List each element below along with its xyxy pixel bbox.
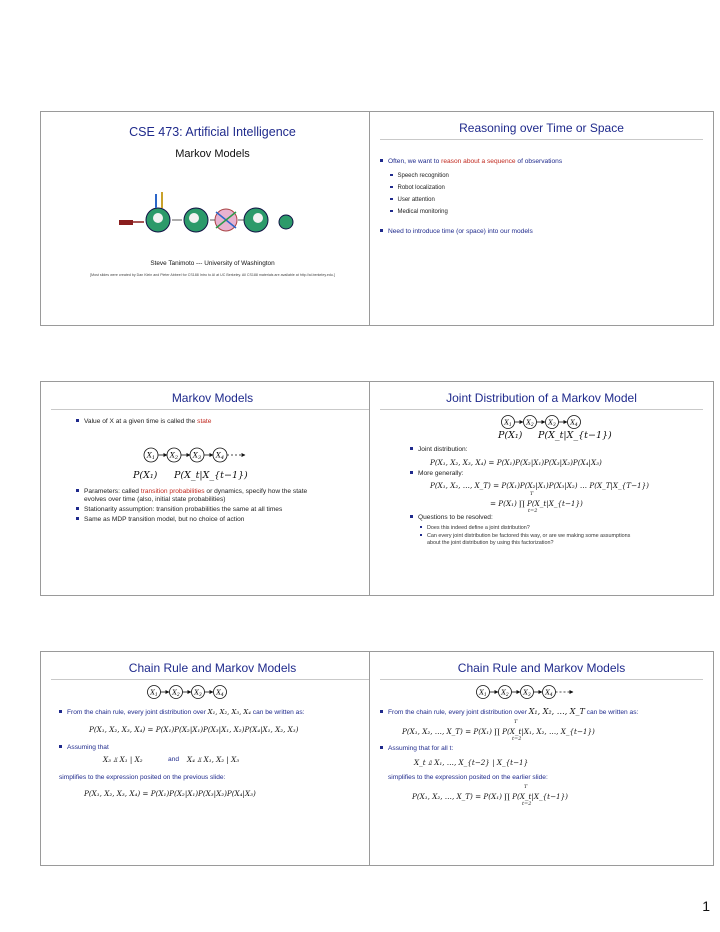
- slide-3-prior: P(X₁): [133, 470, 158, 481]
- slide-5-and: and: [168, 756, 180, 763]
- slide-4-question-2-cont: about the joint distribution by using this factorization?: [427, 540, 554, 546]
- page-number: 1: [702, 898, 710, 914]
- slide-2-title: Reasoning over Time or Space: [459, 121, 624, 135]
- slide-4-transition: P(X_t|X_{t−1}): [538, 430, 612, 441]
- slide-6-bullet-1: From the chain rule, every joint distribution over X₁, X₂, …, X_T can be written as:: [380, 708, 638, 717]
- svg-text:X4: $X_4$: [545, 688, 553, 698]
- svg-text:X1: $X_1$: [504, 418, 512, 428]
- slide-1: [40, 111, 385, 326]
- chain-node-x1: [144, 448, 158, 462]
- slide-5-title: Chain Rule and Markov Models: [128, 661, 297, 675]
- slide-3-divider: [51, 409, 374, 410]
- svg-text:X4: $X_4$: [216, 688, 224, 698]
- chain-node-x3: [546, 416, 559, 429]
- svg-text:X3: $X_3$: [194, 688, 202, 698]
- markov-illustration: [116, 182, 296, 252]
- slide-4-general-eq: P(X₁, X₂, …, X_T) = P(X₁)P(X₂|X₁)P(X₃|X₂) … P(X_T|X_{T−1}): [430, 481, 649, 490]
- slide-3-bullet-1: Value of X at a given time is called the state: [76, 418, 211, 426]
- markov-chain-diagram: [144, 682, 244, 702]
- chain-node-x2: [499, 686, 512, 699]
- slide-5-simplified-eq: P(X₁, X₂, X₃, X₄) = P(X₁)P(X₂|X₁)P(X₃|X₂)P(X₄|X₃): [84, 789, 256, 798]
- slide-5-bullet-1: From the chain rule, every joint distribution over X₁, X₂, X₃, X₄ can be written as:: [59, 708, 304, 717]
- markov-chain-diagram: [498, 412, 598, 432]
- slide-2: [369, 111, 714, 326]
- slide-6-bullet-2: Assuming that for all t:: [380, 745, 453, 753]
- slide-3: [40, 381, 385, 596]
- chain-node-x1: [502, 416, 515, 429]
- slide-6-prod-upper: T: [514, 719, 518, 725]
- svg-text:X2: $X_2$: [501, 688, 509, 698]
- slide-6: [369, 651, 714, 866]
- slide-5-independence-2: X₄ ⫫ X₁, X₂ | X₃: [187, 755, 240, 764]
- slide-4-title: Joint Distribution of a Markov Model: [446, 391, 637, 405]
- svg-text:X2: $X_2$: [172, 688, 180, 698]
- slide-4-prod-lower: t=2: [528, 508, 538, 514]
- svg-text:X4: $X_4$: [215, 451, 225, 461]
- slide-1-subtitle: Markov Models: [175, 148, 250, 160]
- slide-4-bullet-1: Joint distribution:: [410, 446, 467, 454]
- slide-2-sub-3: User attention: [390, 196, 435, 204]
- slide-3-bullet-2: Parameters: called transition probabilities or dynamics, specify how the state: [76, 488, 307, 496]
- chain-node-x4: [568, 416, 581, 429]
- slide-4-divider: [380, 409, 703, 410]
- slide-1-title: CSE 473: Artificial Intelligence: [129, 125, 296, 139]
- slide-4-question-2: Can every joint distribution be factored this way, or are we making some assumptions: [420, 532, 630, 540]
- chain-node-x2: [524, 416, 537, 429]
- slide-6-bullet-3: simplifies to the expression posited on the earlier slide:: [388, 774, 548, 781]
- slide-4-bullet-3: Questions to be resolved:: [410, 514, 493, 522]
- chain-node-x4: [213, 448, 227, 462]
- svg-text:X2: $X_2$: [526, 418, 534, 428]
- slide-3-bullet-3: Stationarity assumption: transition probabilities the same at all times: [76, 506, 282, 514]
- slide-6-independence: X_t ⫫ X₁, …, X_{t−2} | X_{t−1}: [414, 758, 529, 767]
- slide-6-prod-upper-2: T: [524, 784, 528, 790]
- chain-node-x3: [521, 686, 534, 699]
- chain-node-x3: [192, 686, 205, 699]
- slide-5-bullet-2: Assuming that: [59, 744, 109, 752]
- slide-4-bullet-2: More generally:: [410, 470, 463, 478]
- slide-4: [369, 381, 714, 596]
- slide-2-divider: [380, 139, 703, 140]
- slide-6-simplified-eq: P(X₁, X₂, …, X_T) = P(X₁) ∏ P(X_t|X_{t−1}): [412, 792, 568, 801]
- slide-2-sub-4: Medical monitoring: [390, 208, 448, 216]
- chain-node-x2: [167, 448, 181, 462]
- slide-5-bullet-3: simplifies to the expression posited on the previous slide:: [59, 774, 226, 781]
- slide-6-prod-lower-2: t=2: [522, 801, 532, 807]
- chain-node-x3: [190, 448, 204, 462]
- slide-2-bullet-1: Often, we want to reason about a sequence of observations: [380, 158, 562, 166]
- slide-4-product-eq: = P(X₁) ∏ P(X_t|X_{t−1}): [490, 499, 583, 508]
- slide-5-independence-1: X₃ ⫫ X₁ | X₂: [103, 755, 143, 764]
- slide-2-bullet-2: Need to introduce time (or space) into our models: [380, 228, 533, 236]
- markov-chain-diagram: [473, 682, 583, 702]
- svg-text:X4: $X_4$: [570, 418, 578, 428]
- svg-text:X3: $X_3$: [548, 418, 556, 428]
- svg-text:X3: $X_3$: [192, 451, 202, 461]
- slide-6-divider: [380, 679, 703, 680]
- svg-text:X1: $X_1$: [146, 451, 156, 461]
- slide-2-sub-2: Robot localization: [390, 184, 445, 192]
- chain-node-x1: [477, 686, 490, 699]
- slide-6-chain-rule-eq: P(X₁, X₂, …, X_T) = P(X₁) ∏ P(X_t|X₁, X₂, …, X_{t−1}): [402, 727, 595, 736]
- svg-text:X1: $X_1$: [479, 688, 487, 698]
- chain-node-x4: [214, 686, 227, 699]
- chain-node-x4: [543, 686, 556, 699]
- slide-3-bullet-2-cont: evolves over time (also, initial state probabilities): [84, 496, 226, 503]
- slide-3-title: Markov Models: [171, 391, 254, 405]
- slide-3-bullet-4: Same as MDP transition model, but no choice of action: [76, 516, 244, 524]
- slide-5: [40, 651, 385, 866]
- chain-node-x2: [170, 686, 183, 699]
- svg-text:X3: $X_3$: [523, 688, 531, 698]
- svg-text:X1: $X_1$: [150, 688, 158, 698]
- slide-4-joint-eq: P(X₁, X₂, X₃, X₄) = P(X₁)P(X₂|X₁)P(X₃|X₂)P(X₄|X₃): [430, 458, 602, 467]
- slide-3-transition: P(X_t|X_{t−1}): [174, 470, 248, 481]
- slide-6-prod-lower: t=2: [512, 736, 522, 742]
- slide-1-credit: [Most slides were created by Dan Klein and Pieter Abbeel for CS188 Intro to AI at UC Berkeley. All CS188 materials are available at http://ai.berkeley.edu.]: [90, 273, 335, 277]
- slide-1-author: Steve Tanimoto --- University of Washington: [150, 260, 275, 267]
- slide-4-prior: P(X₁): [498, 430, 523, 441]
- svg-text:X2: $X_2$: [169, 451, 179, 461]
- slide-4-prod-upper: T: [530, 491, 534, 497]
- chain-node-x1: [148, 686, 161, 699]
- slide-4-question-1: Does this indeed define a joint distribution?: [420, 524, 530, 532]
- slide-6-title: Chain Rule and Markov Models: [457, 661, 626, 675]
- slide-5-divider: [51, 679, 374, 680]
- markov-chain-diagram: [141, 444, 271, 466]
- slide-2-sub-1: Speech recognition: [390, 172, 449, 180]
- slide-5-chain-rule-eq: P(X₁, X₂, X₃, X₄) = P(X₁)P(X₂|X₁)P(X₃|X₁, X₂)P(X₄|X₁, X₂, X₃): [89, 725, 299, 734]
